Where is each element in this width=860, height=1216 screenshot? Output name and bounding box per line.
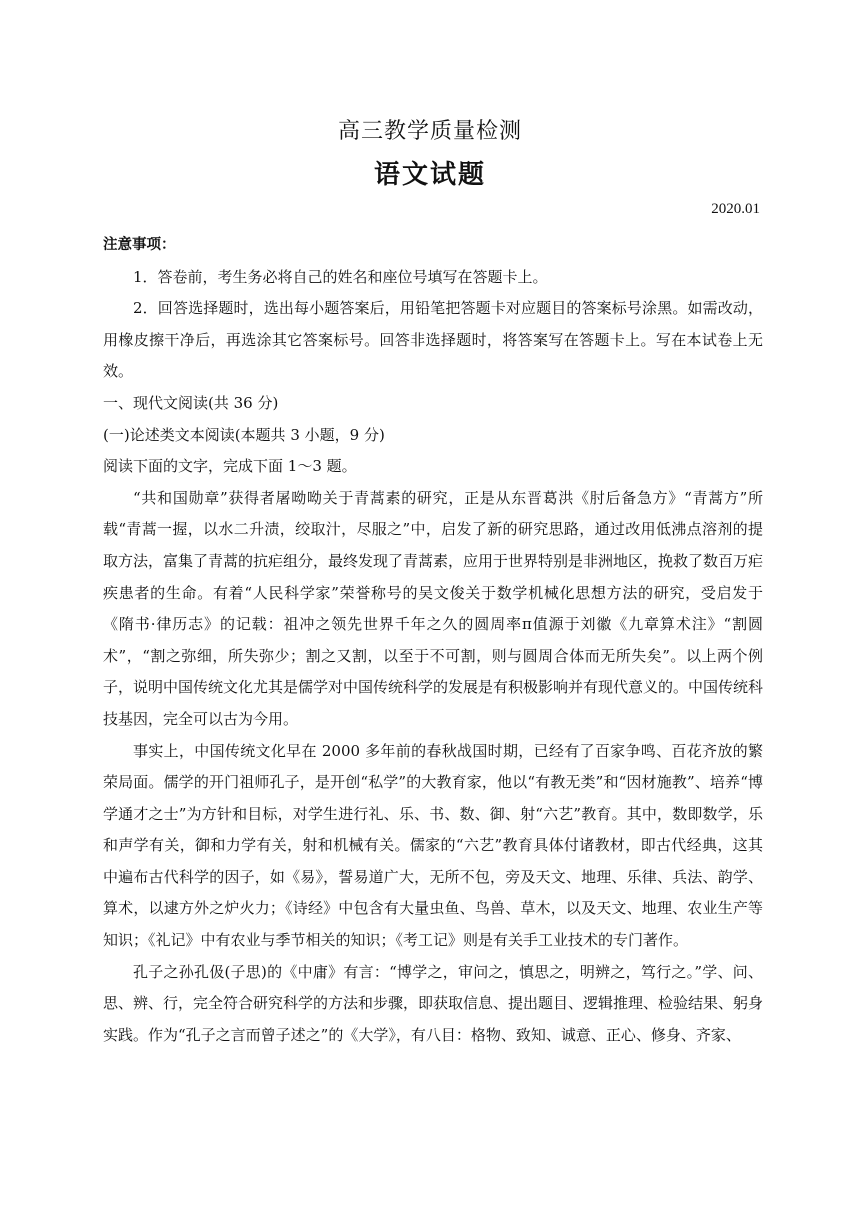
- notice-item-1: 1．答卷前，考生务必将自己的姓名和座位号填写在答题卡上。: [133, 267, 548, 286]
- passage-paragraph-1: “共和国勋章”获得者屠呦呦关于青蒿素的研究，正是从东晋葛洪《肘后备急方》“青蒿方”所载“青蒿一握，以水二升渍，绞取汁，尽服之”中，启发了新的研究思路，通过改用低沸点溶剂的提取方法，富集了青蒿的抗疟组分，最终发现了青蒿素，应用于世界特别是非洲地区，挽救了数百万疟疾患者的生命。有着“人民科学家”荣誉称号的吴文俊关于数学机械化思想方法的研究，受启发于《隋书·律历志》的记载：祖冲之领先世界千年之久的圆周率π值源于刘徽《九章算术注》“割圆术”，“割之弥细，所失弥少；割之又割，以至于不可割，则与圆周合体而无所失矣”。以上两个例子，说明中国传统文化尤其是儒学对中国传统科学的发展是有积极影响并有现代意义的。中国传统科技基因，完全可以古为今用。: [103, 488, 764, 728]
- subsection-heading: (一)论述类文本阅读(本题共 3 小题，9 分): [103, 425, 385, 444]
- notice-heading: 注意事项：: [103, 237, 176, 253]
- exam-date: 2020.01: [711, 201, 760, 217]
- passage-paragraph-2: 事实上，中国传统文化早在 2000 多年前的春秋战国时期，已经有了百家争鸣、百花齐放的繁荣局面。儒学的开门祖师孔子，是开创“私学”的大教育家，他以“有教无类”和“因材施教”、培养“博学通才之士”为方针和目标，对学生进行礼、乐、书、数、御、射“六艺”教育。其中，数即数学，乐和声学有关，御和力学有关，射和机械有关。儒家的“六艺”教育具体付诸教材，即古代经典，这其中遍布古代科学的因子，如《易》，誓易道广大，无所不包，旁及天文、地理、乐律、兵法、韵学、算术，以逮方外之炉火力；《诗经》中包含有大量虫鱼、鸟兽、草木，以及天文、地理、农业生产等知识；《礼记》中有农业与季节相关的知识；《考工记》则是有关手工业技术的专门著作。: [103, 741, 763, 950]
- exam-title: 高三教学质量检测: [337, 119, 522, 144]
- reading-instruction: 阅读下面的文字，完成下面 1～3 题。: [103, 457, 357, 476]
- section-heading: 一、现代文阅读(共 36 分): [103, 393, 279, 412]
- exam-body: [103, 230, 763, 1051]
- passage-paragraph-3: 孔子之孙孔伋(子思)的《中庸》有言：“博学之，审问之，慎思之，明辨之，笃行之。”学、问、思、辨、行，完全符合研究科学的方法和步骤，即获取信息、提出题目、逻辑推理、检验结果、躬身实践。作为“孔子之言而曾子述之”的《大学》，有八目：格物、致知、诚意、正心、修身、齐家、: [103, 962, 764, 1044]
- notice-item-2: 2．回答选择题时，选出每小题答案后，用铅笔把答题卡对应题目的答案标号涂黑。如需改动，用橡皮擦干净后，再选涂其它答案标号。回答非选择题时，将答案写在答题卡上。写在本试卷上无效。: [103, 299, 763, 381]
- subject-title: 语文试题: [373, 160, 486, 190]
